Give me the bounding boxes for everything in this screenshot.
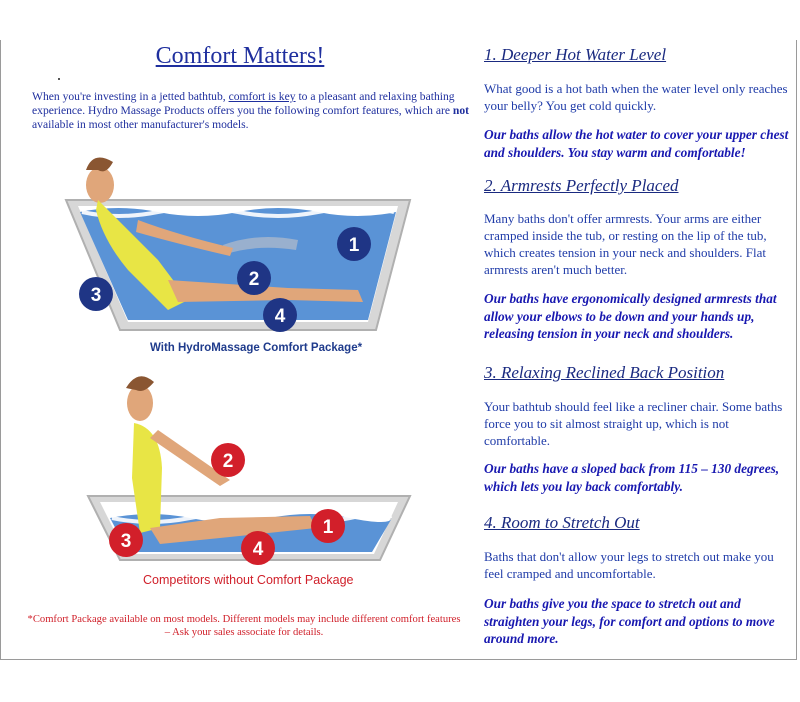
right-column — [484, 40, 790, 660]
section-4-body: Baths that don't allow your legs to stretch out make you feel cramped and uncomfortable. — [484, 549, 774, 581]
svg-text:2: 2 — [248, 269, 260, 290]
svg-text:1: 1 — [348, 235, 360, 256]
section-1-highlight: Our baths allow the hot water to cover your upper chest and shoulders. You stay warm and comfortable! — [484, 127, 789, 160]
comfort-tub-illustration — [58, 140, 418, 340]
section-1-title: 1. Deeper Hot Water Level — [484, 45, 667, 64]
badge-4 — [263, 298, 297, 332]
svg-text:1: 1 — [322, 517, 334, 538]
footnote-line: – Ask your sales associate for details. — [164, 627, 324, 638]
section-2-body: Many baths don't offer armrests. Your arms are either cramped inside the tub, or resting on the lip of the tub, which creates tension in your neck and shoulders. Flat armrests aren't much better. — [484, 211, 767, 277]
intro-text: available in most other manufacturer's models. — [32, 118, 249, 131]
section-4-highlight: Our baths give you the space to stretch out and straighten your legs, for comfort and options to move around more. — [484, 596, 775, 646]
svg-text:4: 4 — [274, 306, 286, 327]
svg-text:3: 3 — [90, 285, 102, 306]
badge-4 — [241, 531, 275, 565]
caption-competitors: Competitors without Comfort Package — [143, 573, 354, 587]
competitor-tub-illustration — [80, 368, 420, 568]
section-4-title: 4. Room to Stretch Out — [484, 513, 640, 532]
section-3-highlight: Our baths have a sloped back from 115 – 130 degrees, which lets you lay back comfortably. — [484, 461, 780, 494]
page-title: Comfort Matters! — [155, 43, 325, 69]
intro-text: When you're investing in a jetted bathtub, — [32, 90, 229, 103]
svg-text:4: 4 — [252, 539, 264, 560]
badge-2 — [211, 443, 245, 477]
section-1-body: What good is a hot bath when the water level only reaches your belly? You get cold quickly. — [484, 81, 788, 113]
caption-with-comfort: With HydroMassage Comfort Package* — [150, 342, 363, 354]
badge-3 — [79, 277, 113, 311]
badge-1 — [311, 509, 345, 543]
section-2-highlight: Our baths have ergonomically designed armrests that allow your elbows to be down and your hands up, releasing tension in your neck and shoulders. — [484, 291, 777, 341]
badge-3 — [109, 523, 143, 557]
section-3-title: 3. Relaxing Reclined Back Position — [484, 363, 725, 382]
left-column — [10, 40, 472, 660]
intro-key-phrase: comfort is key — [228, 90, 296, 103]
badge-2 — [237, 261, 271, 295]
footnote — [14, 613, 474, 639]
intro-text: to a pleasant and relaxing bathing experience. Hydro Massage Products offers you the following comfort features, which are — [32, 90, 455, 117]
stray-mark — [58, 78, 60, 80]
svg-text:2: 2 — [222, 451, 234, 472]
intro-not: not — [452, 104, 469, 117]
section-3-body: Your bathtub should feel like a recliner chair. Some baths force you to sit almost straight up, which is not comfortable. — [484, 399, 783, 448]
badge-1 — [337, 227, 371, 261]
svg-text:3: 3 — [120, 531, 132, 552]
section-2-title: 2. Armrests Perfectly Placed — [484, 176, 679, 195]
footnote-line: *Comfort Package available on most models. Different models may include different comfort features — [27, 614, 461, 625]
intro-paragraph — [32, 90, 472, 132]
